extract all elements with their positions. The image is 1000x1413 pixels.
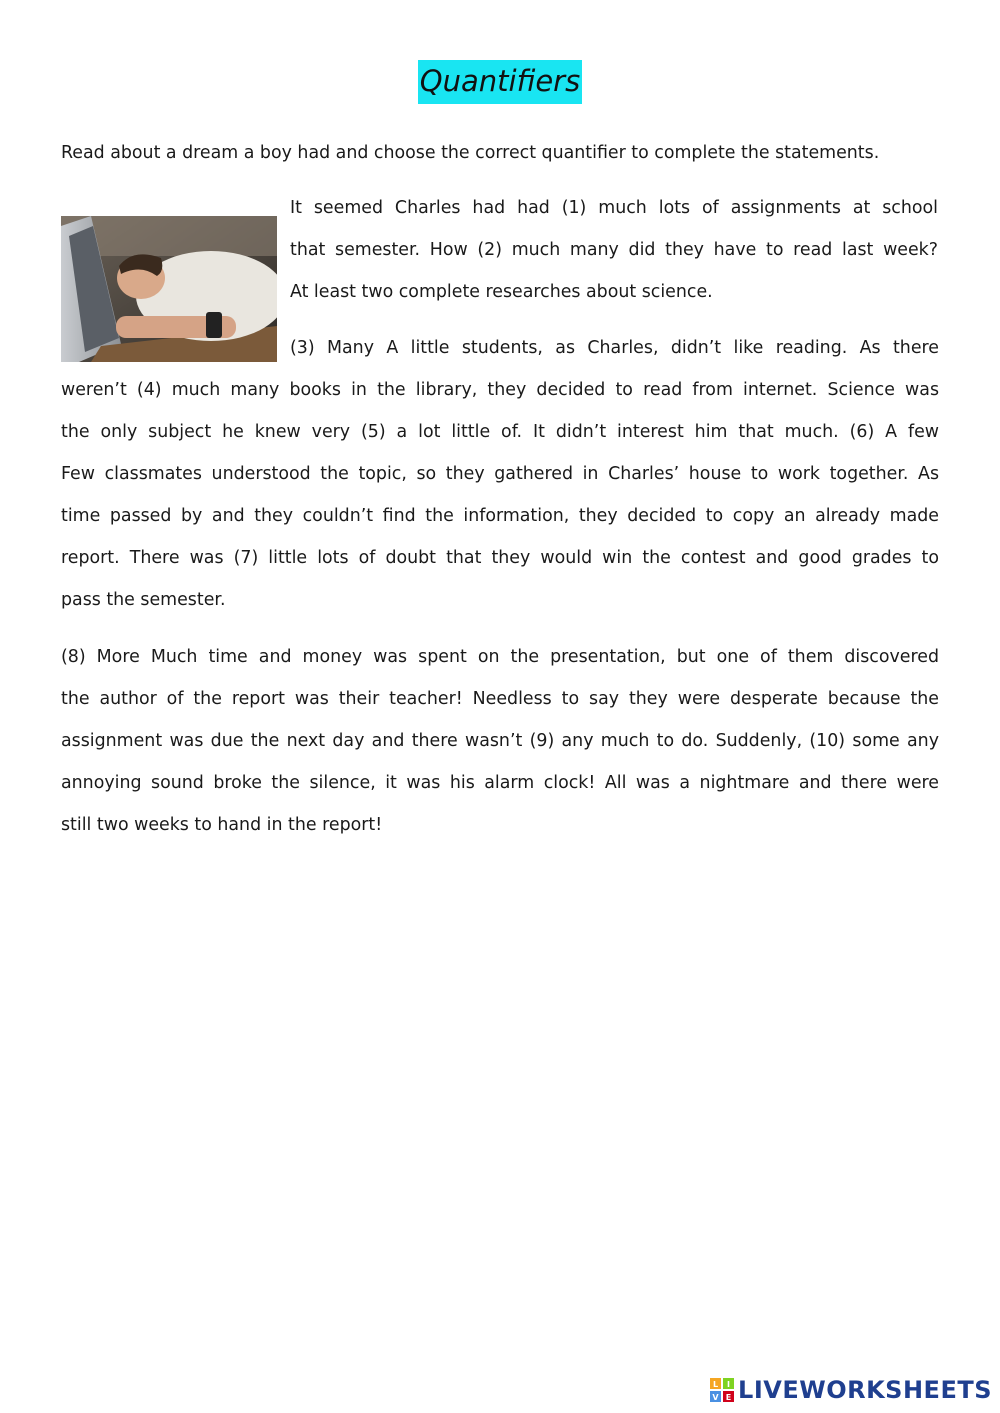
paragraph-line: weren’t (4) much many books in the library, they decided to read from internet. Science was: [61, 380, 939, 400]
paragraph-line: time passed by and they couldn’t find the information, they decided to copy an already made: [61, 506, 939, 526]
paragraph-3: [61, 636, 939, 846]
logo-letter: E: [725, 1393, 732, 1402]
paragraph-line: the author of the report was their teacher! Needless to say they were desperate because the: [61, 689, 939, 709]
paragraph-line: It seemed Charles had had (1) much lots of assignments at school: [290, 198, 938, 218]
paragraph-line: annoying sound broke the silence, it was his alarm clock! All was a nightmare and there were: [61, 773, 939, 793]
instruction-text: Read about a dream a boy had and choose the correct quantifier to complete the statements.: [61, 143, 880, 163]
paragraph-line: assignment was due the next day and there wasn’t (9) any much to do. Suddenly, (10) some any: [61, 731, 939, 751]
paragraph-line: still two weeks to hand in the report!: [61, 815, 383, 835]
logo-blocks-icon: [710, 1378, 734, 1402]
paragraph-line: pass the semester.: [61, 590, 226, 610]
brand-name: LIVEWORKSHEETS: [738, 1376, 992, 1404]
worksheet-title: Quantifiers: [418, 60, 582, 104]
liveworksheets-logo[interactable]: [710, 1375, 992, 1405]
logo-letter: L: [712, 1380, 719, 1389]
paragraph-1: [290, 187, 938, 313]
logo-letter: V: [712, 1393, 719, 1402]
title-container: [0, 60, 1000, 104]
paragraph-line: (8) More Much time and money was spent on the presentation, but one of them discovered: [61, 647, 939, 667]
paragraph-line: At least two complete researches about science.: [290, 282, 713, 302]
paragraph-line: (3) Many A little students, as Charles, didn’t like reading. As there: [290, 338, 939, 358]
paragraph-line: report. There was (7) little lots of doubt that they would win the contest and good grades to: [61, 548, 939, 568]
paragraph-line: the only subject he knew very (5) a lot little of. It didn’t interest him that much. (6) A few: [61, 422, 939, 442]
paragraph-line: Few classmates understood the topic, so they gathered in Charles’ house to work together. As: [61, 464, 939, 484]
paragraph-2: [61, 327, 939, 621]
logo-letter: I: [727, 1380, 731, 1389]
paragraph-line: that semester. How (2) much many did they have to read last week?: [290, 240, 938, 260]
